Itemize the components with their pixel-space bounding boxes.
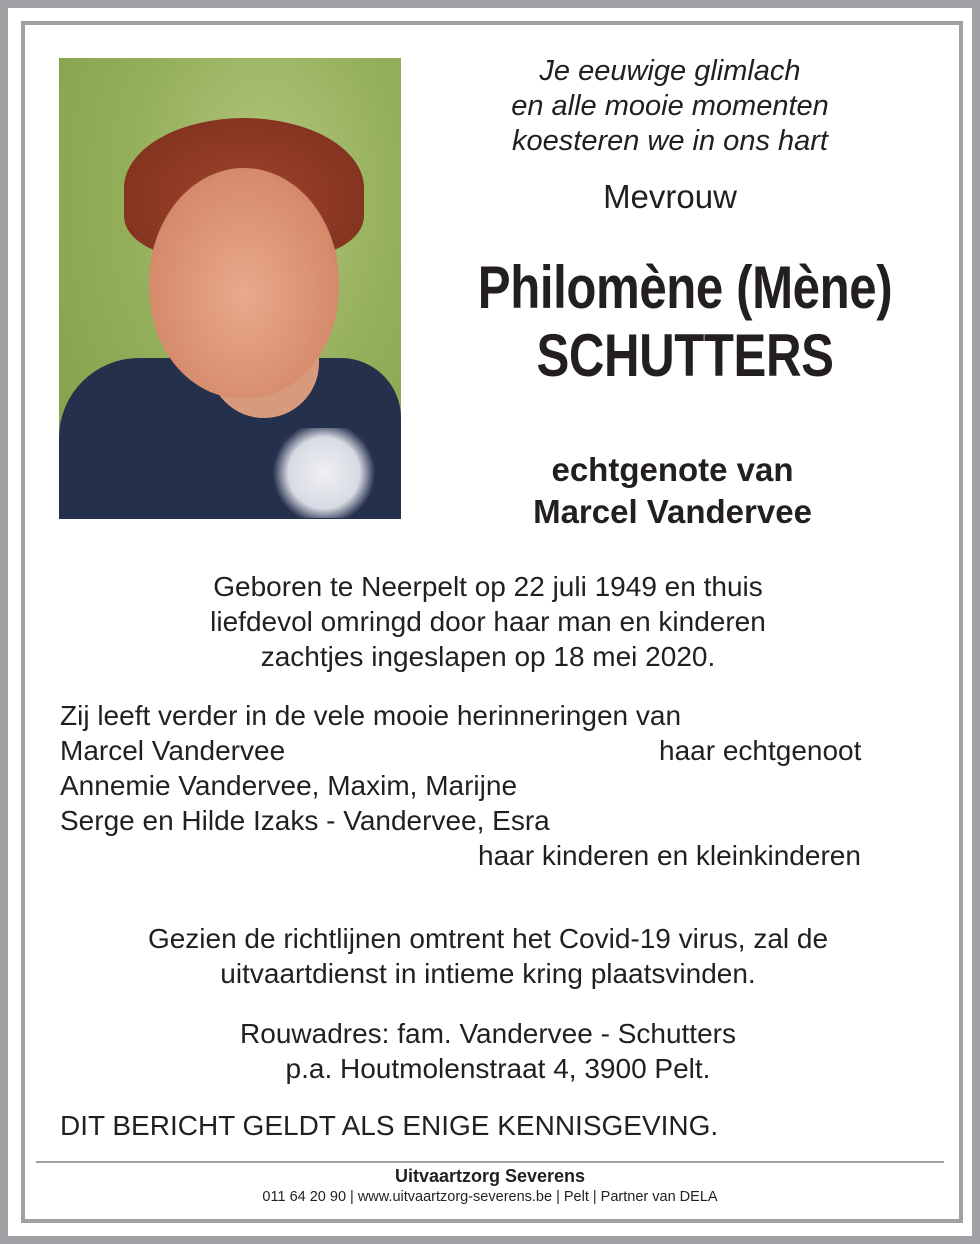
notice-text: DIT BERICHT GELDT ALS ENIGE KENNISGEVING. (60, 1110, 719, 1141)
survivor-spouse: Marcel Vandervee (60, 735, 286, 766)
poem-line: koesteren we in ons hart (512, 125, 828, 157)
birth-text (60, 569, 916, 674)
covid-text (60, 921, 916, 991)
spouse-label: echtgenote van (551, 451, 794, 488)
poem-line: Je eeuwige glimlach (539, 55, 801, 87)
text-line: Geboren te Neerpelt op 22 juli 1949 en thuis (213, 571, 763, 602)
spouse-block (440, 449, 905, 533)
survivor-child: Annemie Vandervee, Maxim, Marijne (60, 770, 518, 801)
footer-details: 011 64 20 90 | www.uitvaartzorg-severens.be | Pelt | Partner van DELA (262, 1189, 718, 1205)
address (60, 1016, 916, 1086)
text-line: liefdevol omringd door haar man en kinderen (210, 606, 766, 637)
text-line: uitvaartdienst in intieme kring plaatsvinden. (220, 958, 756, 989)
deceased-name (468, 254, 903, 390)
footer-divider (36, 1161, 944, 1163)
name-line-2: SCHUTTERS (536, 322, 834, 389)
text-line: p.a. Houtmolenstraat 4, 3900 Pelt. (285, 1053, 711, 1084)
text-line: Gezien de richtlijnen omtrent het Covid-19 virus, zal de (147, 923, 829, 954)
footer-company: Uitvaartzorg Severens (394, 1166, 586, 1186)
text-line: zachtjes ingeslapen op 18 mei 2020. (260, 641, 716, 672)
survivor-spouse-role: haar echtgenoot (659, 735, 862, 766)
salutation: Mevrouw (603, 178, 737, 215)
name-line-1: Philomène (Mène) (477, 254, 893, 321)
poem (440, 54, 900, 159)
children-role: haar kinderen en kleinkinderen (478, 840, 861, 871)
text-line: Rouwadres: fam. Vandervee - Schutters (240, 1018, 736, 1049)
survivor-child: Serge en Hilde Izaks - Vandervee, Esra (60, 805, 550, 836)
spouse-name: Marcel Vandervee (533, 493, 812, 530)
portrait-photo (59, 58, 401, 519)
survivors-intro: Zij leeft verder in de vele mooie herinneringen van (60, 700, 682, 731)
poem-line: en alle mooie momenten (511, 90, 829, 122)
